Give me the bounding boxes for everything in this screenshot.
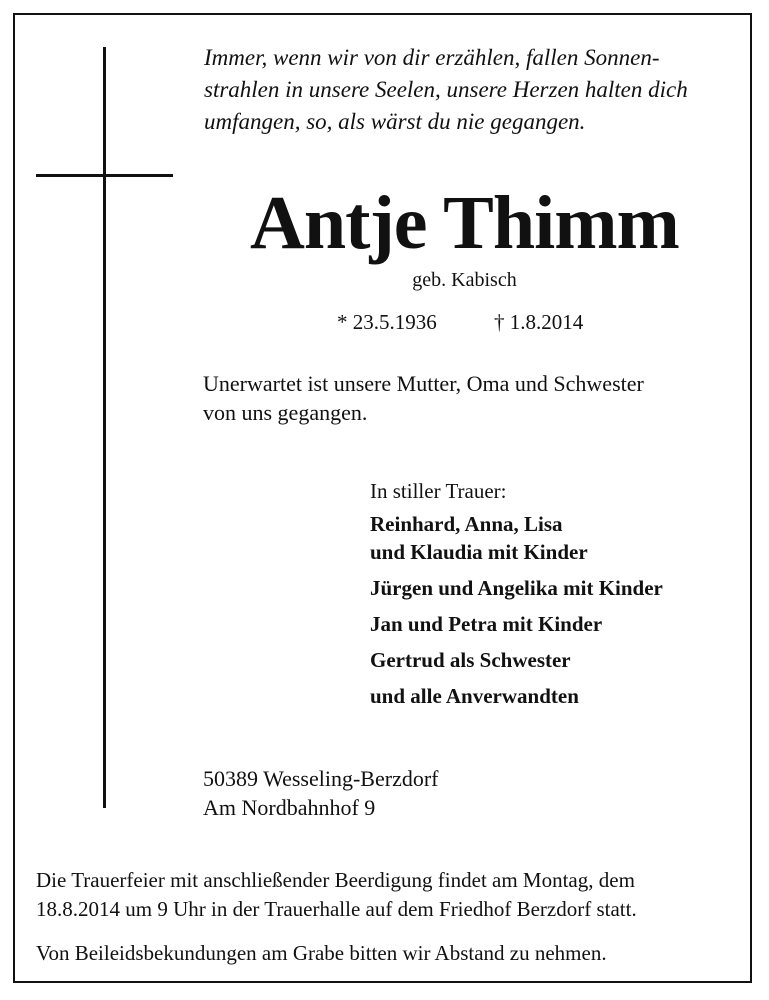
family-address bbox=[203, 764, 439, 822]
address-line: Am Nordbahnhof 9 bbox=[203, 795, 376, 820]
mourner-line: und Klaudia mit Kinder bbox=[370, 540, 588, 564]
condolence-note: Von Beileidsbekundungen am Grabe bitten wir Abstand zu nehmen. bbox=[36, 941, 607, 965]
mourner-entry bbox=[370, 682, 663, 710]
message-line: von uns gegangen. bbox=[203, 400, 368, 425]
mourner-line: Gertrud als Schwester bbox=[370, 648, 571, 672]
funeral-line: Die Trauerfeier mit anschließender Beerdigung findet am Montag, dem bbox=[36, 868, 635, 892]
mourner-line: Jan und Petra mit Kinder bbox=[370, 612, 603, 636]
mourner-entry bbox=[370, 574, 663, 602]
poem-line: umfangen, so, als wärst du nie gegangen. bbox=[204, 109, 586, 134]
mourner-line: Jürgen und Angelika mit Kinder bbox=[370, 576, 663, 600]
poem-line: Immer, wenn wir von dir erzählen, fallen Sonnen- bbox=[204, 45, 660, 70]
maiden-name: geb. Kabisch bbox=[412, 269, 517, 291]
funeral-info bbox=[36, 866, 637, 924]
mourner-line: und alle Anverwandten bbox=[370, 684, 579, 708]
mourner-entry bbox=[370, 610, 663, 638]
funeral-line: 18.8.2014 um 9 Uhr in der Trauerhalle auf dem Friedhof Berzdorf statt. bbox=[36, 897, 637, 921]
mourner-line: Reinhard, Anna, Lisa bbox=[370, 512, 563, 536]
poem-line: strahlen in unsere Seelen, unsere Herzen halten dich bbox=[204, 77, 688, 102]
address-line: 50389 Wesseling-Berzdorf bbox=[203, 766, 439, 791]
mourner-entry bbox=[370, 646, 663, 674]
birth-date: * 23.5.1936 bbox=[337, 310, 437, 334]
mourning-intro: In stiller Trauer: bbox=[370, 479, 507, 503]
mourners-list bbox=[370, 510, 663, 718]
memorial-poem bbox=[204, 42, 688, 138]
death-date: † 1.8.2014 bbox=[494, 310, 584, 334]
cross-horizontal-bar bbox=[36, 174, 173, 177]
mourner-entry bbox=[370, 510, 663, 566]
message-line: Unerwartet ist unsere Mutter, Oma und Schwester bbox=[203, 371, 644, 396]
announcement-message bbox=[203, 369, 644, 427]
cross-vertical-bar bbox=[103, 47, 106, 808]
deceased-name: Antje Thimm bbox=[250, 181, 679, 265]
maiden-name-row bbox=[0, 267, 769, 293]
